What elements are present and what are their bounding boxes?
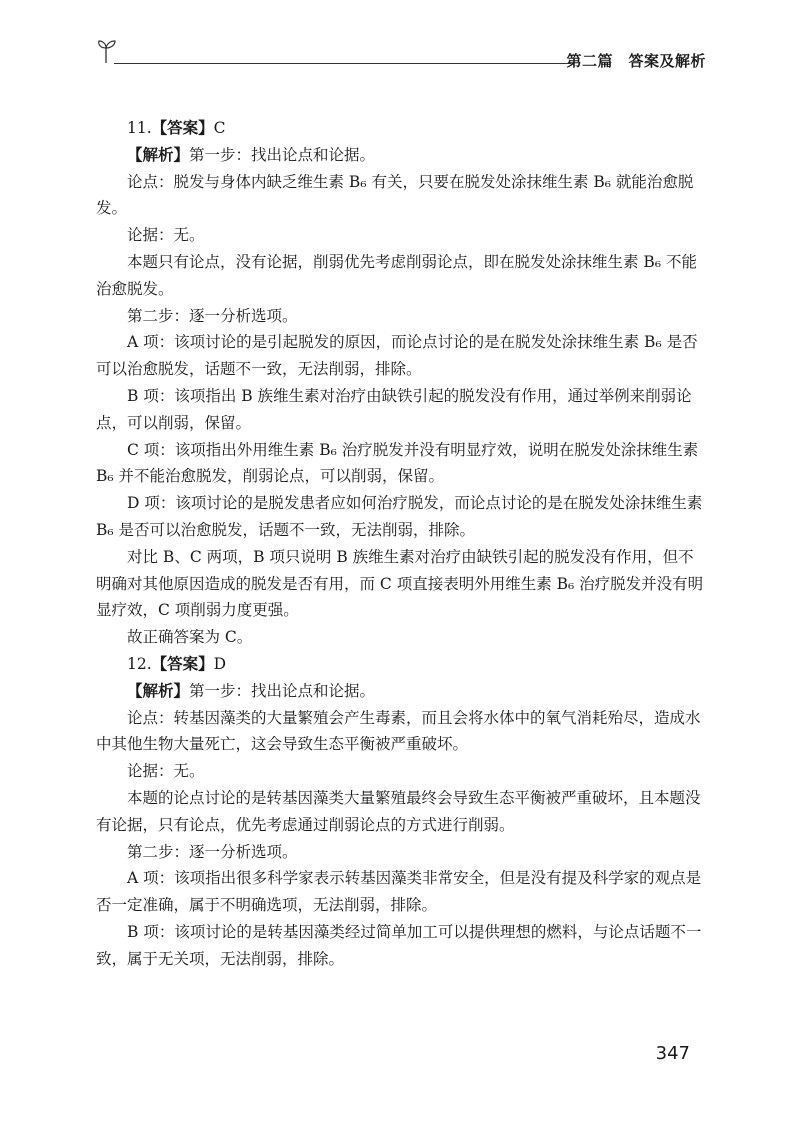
paragraph: D 项：该项讨论的是脱发患者应如何治疗脱发，而论点讨论的是在脱发处涂抹维生素 B₆ 是否可以治愈脱发，话题不一致，无法削弱，排除。 (96, 494, 703, 539)
page-number: 347 (655, 1043, 690, 1064)
analysis-tag: 【解析】 (127, 144, 190, 164)
paragraph: 论点：转基因藻类的大量繁殖会产生毒素，而且会将水体中的氧气消耗殆尽，造成水中其他生物大量死亡，这会导致生态平衡被严重破坏。 (96, 708, 701, 754)
answer-tag: 【答案】 (151, 653, 214, 673)
paragraph: 论据：无。 (127, 762, 205, 781)
analysis-step-one: 第一步：找出论点和论据。 (189, 681, 376, 700)
answer-value: C (213, 119, 226, 137)
answer-explanation-content (96, 115, 706, 973)
answer-line-11 (96, 115, 706, 142)
question-number: 12. (127, 654, 152, 673)
paragraph: B 项：该项讨论的是转基因藻类经过简单加工可以提供理想的燃料，与论点话题不一致，属于无关项，无法削弱，排除。 (96, 922, 702, 968)
paragraph: 本题只有论点，没有论据，削弱优先考虑削弱论点，即在脱发处涂抹维生素 B₆ 不能治愈脱发。 (96, 252, 697, 298)
paragraph: 论点：脱发与身体内缺乏维生素 B₆ 有关，只要在脱发处涂抹维生素 B₆ 就能治愈脱发。 (96, 172, 694, 218)
paragraph: 对比 B、C 两项，B 项只说明 B 族维生素对治疗由缺铁引起的脱发没有作用，但不明确对其他原因造成的脱发是否有用，而 C 项直接表明外用维生素 B₆ 治疗脱发并没有明显疗效，C 项削弱力度更强。 (96, 547, 704, 620)
header-rule (114, 63, 571, 64)
answer-line-12 (96, 651, 706, 678)
paragraph: B 项：该项指出 B 族维生素对治疗由缺铁引起的脱发没有作用，通过举例来削弱论点，可以削弱，保留。 (96, 386, 692, 432)
answer-tag: 【答案】 (151, 118, 214, 137)
paragraph: A 项：该项讨论的是引起脱发的原因，而论点讨论的是在脱发处涂抹维生素 B₆ 是否可以治愈脱发，话题不一致，无法削弱，排除。 (96, 333, 698, 379)
analysis-line-11 (96, 142, 706, 169)
paragraph: 第二步：逐一分析选项。 (127, 842, 298, 861)
paragraph: C 项：该项指出外用维生素 B₆ 治疗脱发并没有明显疗效，说明在脱发处涂抹维生素 B₆ 并不能治愈脱发，削弱论点，可以削弱，保留。 (96, 440, 699, 486)
analysis-line-12 (96, 678, 706, 705)
paragraph: A 项：该项指出很多科学家表示转基因藻类非常安全，但是没有提及科学家的观点是否一定准确，属于不明确选项，无法削弱，排除。 (96, 869, 702, 915)
paragraph: 故正确答案为 C。 (127, 628, 253, 647)
analysis-tag: 【解析】 (127, 680, 190, 700)
page-header (96, 36, 706, 76)
question-number: 11. (127, 119, 152, 137)
sprout-icon (96, 36, 120, 66)
paragraph: 本题的论点讨论的是转基因藻类大量繁殖最终会导致生态平衡被严重破坏，且本题没有论据，只有论点，优先考虑通过削弱论点的方式进行削弱。 (96, 788, 701, 834)
section-title: 第二篇 答案及解析 (566, 52, 706, 70)
paragraph: 第二步：逐一分析选项。 (127, 306, 298, 325)
analysis-step-one: 第一步：找出论点和论据。 (189, 145, 376, 164)
paragraph: 论据：无。 (127, 226, 205, 245)
answer-value: D (213, 654, 227, 673)
